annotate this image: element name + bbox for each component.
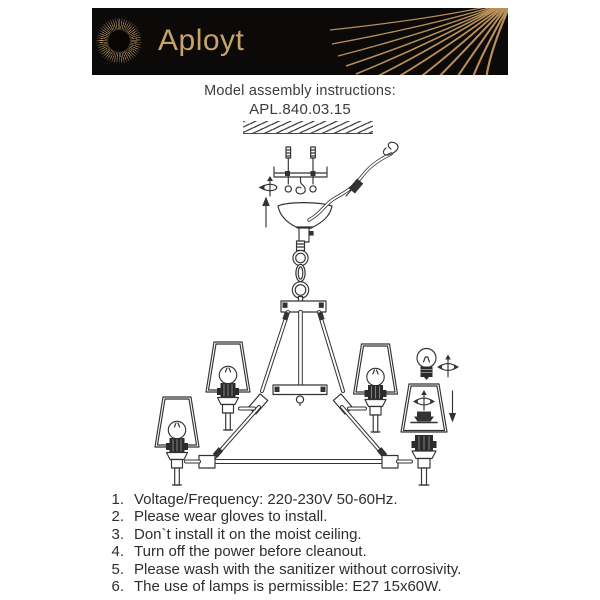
- bulb-icon: [417, 349, 436, 368]
- power-wire: [309, 142, 398, 220]
- instruction-text: The use of lamps is permissible: E27 15x60W.: [134, 578, 442, 596]
- instruction-number: 2.: [111, 508, 124, 526]
- mounting-bracket: [274, 167, 327, 177]
- instruction-item: [100, 578, 570, 595]
- sunburst-core: [107, 29, 131, 53]
- down-arrow-icon: [449, 391, 456, 423]
- model-number: APL.840.03.15: [249, 101, 351, 118]
- instruction-number: 1.: [111, 491, 124, 508]
- instruction-text: Please wear gloves to install.: [134, 508, 328, 526]
- up-arrow-icon: [262, 197, 270, 228]
- exploded-bulb: [417, 349, 436, 381]
- instruction-text: Voltage/Frequency: 220-230V 50-60Hz.: [134, 491, 398, 508]
- instruction-item: [100, 526, 570, 543]
- bulb-icon: [219, 366, 236, 383]
- instruction-item: [100, 561, 570, 578]
- instruction-item: [100, 508, 570, 525]
- bulb-icon: [367, 368, 384, 385]
- instruction-text: Turn off the power before cleanout.: [134, 543, 367, 561]
- rays-decoration-icon: [322, 8, 508, 75]
- page-title: Model assembly instructions:: [204, 83, 396, 99]
- exploded-lamp-shade: [401, 384, 447, 432]
- mounting-screws-icon: [285, 147, 316, 192]
- exploded-lamp-socket: [412, 435, 437, 485]
- instruction-number: 6.: [111, 578, 124, 596]
- hook-icon: [296, 177, 305, 194]
- chandelier-assembly-diagram: [80, 115, 520, 500]
- instruction-item: [100, 543, 570, 560]
- instructions-list: [100, 491, 570, 595]
- bulb-icon: [168, 421, 185, 438]
- chain: [292, 241, 308, 302]
- lamp-assembly: [155, 397, 199, 485]
- instruction-number: 3.: [111, 525, 124, 543]
- lamp-assembly: [354, 344, 398, 432]
- instruction-text: Please wash with the sanitizer without corrosivity.: [134, 560, 462, 578]
- instruction-number: 4.: [111, 543, 124, 561]
- lamp-assembly: [206, 342, 250, 430]
- instruction-text: Don`t install it on the moist ceiling.: [134, 525, 362, 543]
- brand-logo-text: Aployt: [158, 23, 245, 57]
- rotate-arrow-icon: [259, 176, 277, 196]
- sunburst-icon: [96, 18, 142, 64]
- rotate-arrow-icon: [437, 355, 459, 378]
- instruction-item: [100, 491, 570, 508]
- instruction-number: 5.: [111, 560, 124, 578]
- brand-banner: [92, 8, 508, 75]
